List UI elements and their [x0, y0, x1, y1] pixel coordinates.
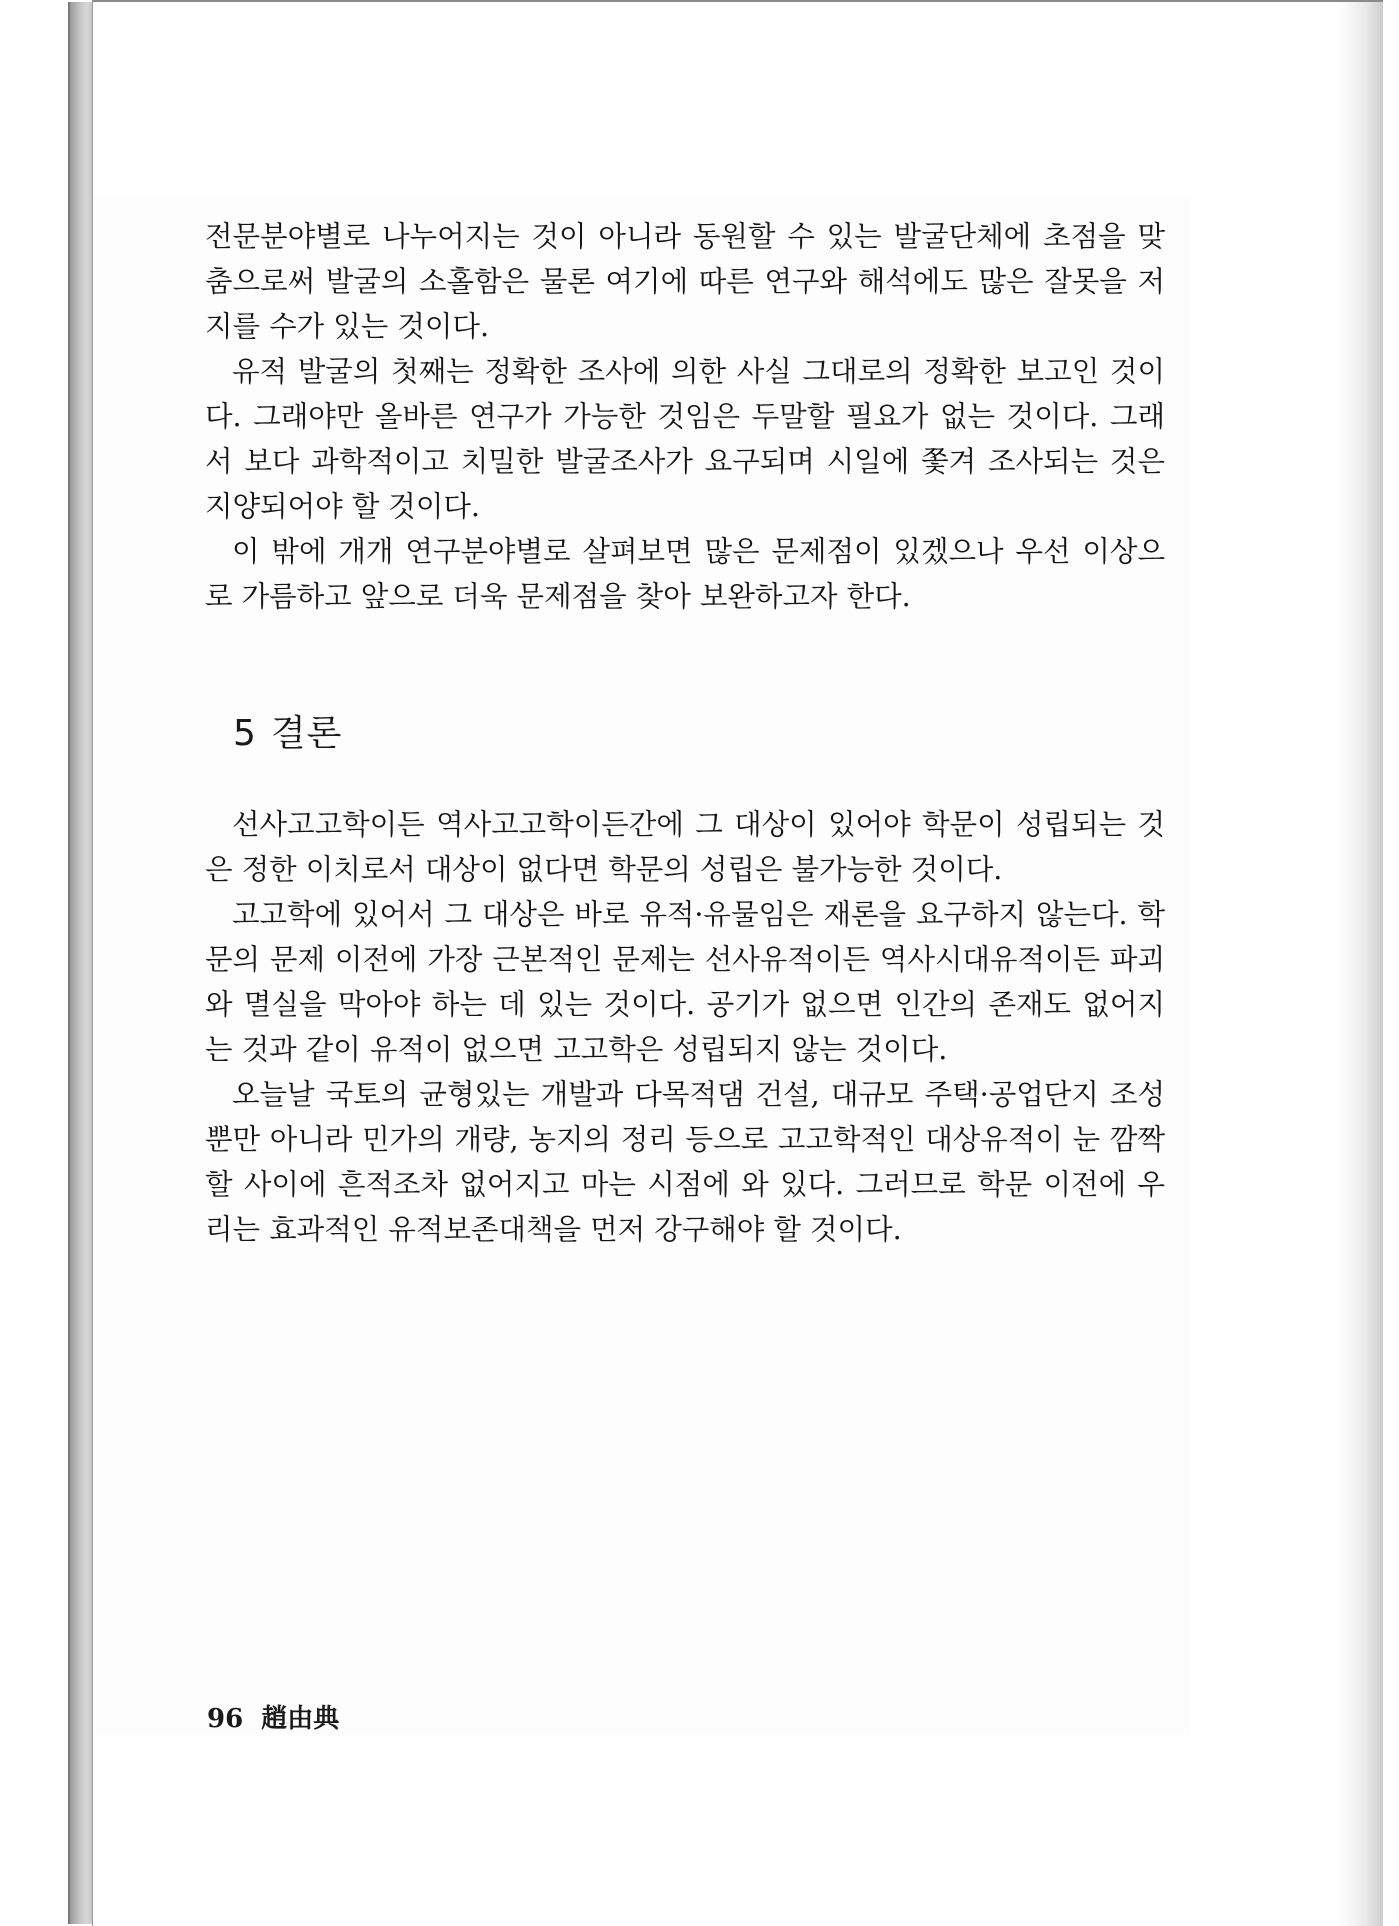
paragraph: 고고학에 있어서 그 대상은 바로 유적·유물임은 재론을 요구하지 않는다. 학문의 문제 이전에 가장 근본적인 문제는 선사유적이든 역사시대유적이든 파괴와 멸실을 막아야 하는 데 있는 것이다. 공기가 없으면 인간의 존재도 없어지는 것과 같이 유적이 없으면 고고학은 성립되지 않는 것이다. [205, 898, 1165, 1066]
author-name: 趙由典 [261, 1704, 340, 1734]
paragraph: 선사고고학이든 역사고고학이든간에 그 대상이 있어야 학문이 성립되는 것은 정한 이치로서 대상이 없다면 학문의 성립은 불가능한 것이다. [205, 808, 1165, 886]
body-text-conclusion [205, 802, 1165, 1252]
body-text-top [205, 214, 1165, 619]
paragraph: 전문분야별로 나누어지는 것이 아니라 동원할 수 있는 발굴단체에 초점을 맞춤으로써 발굴의 소홀함은 물론 여기에 따른 연구와 해석에도 많은 잘못을 저지를 수가 있는 것이다. [205, 220, 1165, 343]
section-number: 5 [233, 713, 257, 754]
page-curl-shadow [1338, 2, 1383, 1926]
page-stack-edge [68, 2, 94, 1924]
paragraph: 오늘날 국토의 균형있는 개발과 다목적댐 건설, 대규모 주택·공업단지 조성뿐만 아니라 민가의 개량, 농지의 정리 등으로 고고학적인 대상유적이 눈 깜짝할 사이에 흔적조차 없어지고 마는 시점에 와 있다. 그러므로 학문 이전에 우리는 효과적인 유적보존대책을 먼저 강구해야 할 것이다. [205, 1078, 1165, 1246]
section-title: 결론 [270, 713, 343, 754]
page-footer [207, 1698, 339, 1735]
paragraph: 이 밖에 개개 연구분야별로 살펴보면 많은 문제점이 있겠으나 우선 이상으로 가름하고 앞으로 더욱 문제점을 찾아 보완하고자 한다. [205, 535, 1165, 613]
page-number: 96 [207, 1704, 244, 1734]
section-heading [233, 705, 342, 756]
paragraph: 유적 발굴의 첫째는 정확한 조사에 의한 사실 그대로의 정확한 보고인 것이다. 그래야만 올바른 연구가 가능한 것임은 두말할 필요가 없는 것이다. 그래서 보다 과학적이고 치밀한 발굴조사가 요구되며 시일에 쫓겨 조사되는 것은 지양되어야 할 것이다. [205, 355, 1165, 523]
